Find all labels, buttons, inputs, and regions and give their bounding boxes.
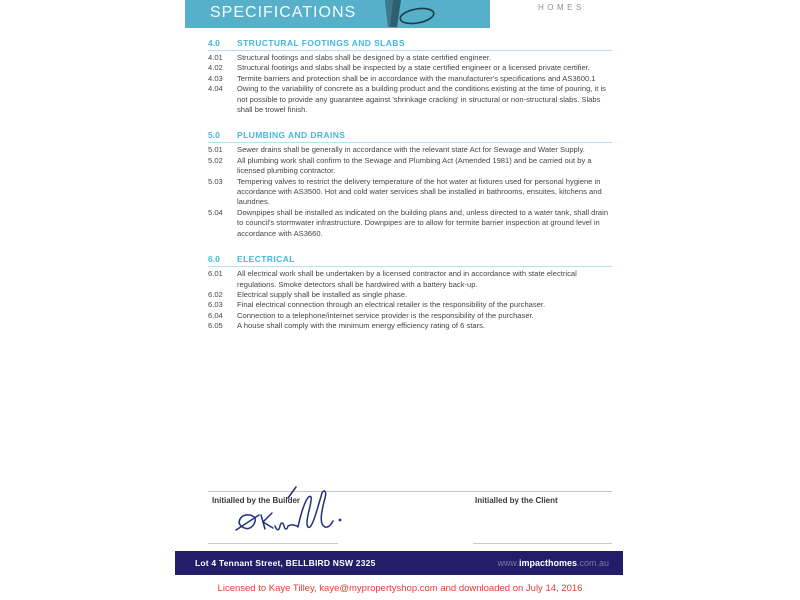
specifications-banner [185, 0, 490, 28]
section-heading [208, 254, 612, 267]
builder-signature-line [208, 543, 338, 544]
item-text: All electrical work shall be undertaken by a licensed contractor and in accordance with state electrical regulations. Smoke detectors shall be hardwired with a battery back-up. [237, 269, 577, 289]
item-text: Owing to the variability of concrete as a building product and the conditions existing at the time of pouring, it is not possible to provide any guarantee against 'shrinkage cracking' in structural or non-structural slabs. Slabs shall be trowel finish. [237, 84, 606, 115]
item-number: 4.01 [208, 53, 223, 62]
item-number: 6.02 [208, 289, 223, 299]
website-prefix: www. [497, 558, 519, 568]
item-text: Termite barriers and protection shall be in accordance with the manufacturer's specifications and AS3600.1 [237, 73, 596, 83]
client-initials-label: Initialled by the Client [475, 496, 558, 505]
item-number: 6.01 [208, 269, 223, 279]
item-text: Tempering valves to restrict the delivery temperature of the hot water at fixtures used for personal hygiene in accordance with AS3500. Hot and cold water services shall be installed in bathrooms, ensuites, kitchens and laundries. [237, 176, 602, 207]
item-number: 4.03 [208, 73, 223, 83]
spec-item [208, 300, 612, 310]
item-text: A house shall comply with the minimum energy efficiency rating of 6 stars. [237, 321, 486, 331]
item-text: Final electrical connection through an electrical retailer is the responsibility of the purchaser. [237, 300, 546, 310]
website-suffix: .com.au [576, 558, 609, 568]
item-number: 5.01 [208, 145, 223, 155]
section-title: PLUMBING AND DRAINS [237, 130, 346, 141]
item-number: 6.04 [208, 310, 223, 320]
item-text: Sewer drains shall be generally in accordance with the relevant state Act for Sewage and Water Supply. [237, 145, 585, 155]
item-number: 5.04 [208, 207, 223, 217]
section-title: STRUCTURAL FOOTINGS AND SLABS [237, 38, 405, 48]
section-heading [208, 130, 612, 143]
item-number: 6.03 [208, 300, 223, 310]
spec-item [208, 208, 612, 239]
website-url [497, 558, 609, 568]
spec-item [208, 74, 612, 84]
item-number: 6.05 [208, 321, 223, 331]
spec-item [208, 269, 612, 290]
spec-item [208, 321, 612, 331]
item-number: 5.03 [208, 176, 223, 186]
section-plumbing-drains [208, 130, 612, 239]
builder-signature [228, 486, 363, 544]
spec-item [208, 145, 612, 155]
section-title: ELECTRICAL [237, 254, 295, 265]
item-number: 5.02 [208, 155, 223, 165]
item-number: 4.04 [208, 84, 223, 94]
spec-item [208, 290, 612, 300]
item-text: Connection to a telephone/internet service provider is the responsibility of the purchaser. [237, 310, 534, 320]
spec-item [208, 63, 612, 73]
section-heading [208, 38, 612, 51]
item-text: All plumbing work shall confirm to the Sewage and Plumbing Act (Amended 1981) and be carried out by a licensed plumbing contractor. [237, 155, 592, 176]
item-text: Electrical supply shall be installed as single phase. [237, 289, 408, 299]
homes-logo-text: HOMES [538, 3, 585, 12]
license-notice: Licensed to Kaye Tilley, kaye@mypropertyshop.com and downloaded on July 14, 2016 [217, 583, 583, 594]
spec-item [208, 177, 612, 208]
section-structural-footings [208, 38, 612, 115]
item-number: 4.02 [208, 63, 223, 73]
section-number: 6.0 [208, 254, 220, 265]
spec-item [208, 84, 612, 115]
item-text: Downpipes shall be installed as indicated on the building plans and, unless directed to a water tank, shall drain to council's stormwater infrastructure. Downpipes are to allow for termite barrier inspection at ground level in accordance with AS3660. [237, 207, 609, 238]
builder-initials-label: Initialled by the Builder [212, 496, 301, 505]
section-number: 4.0 [208, 38, 220, 48]
client-signature-line [473, 543, 612, 544]
property-address: Lot 4 Tennant Street, BELLBIRD NSW 2325 [195, 558, 376, 568]
spec-item [208, 156, 612, 177]
spec-item [208, 53, 612, 63]
document-body [208, 38, 612, 347]
spec-item [208, 311, 612, 321]
item-text: Structural footings and slabs shall be designed by a state certified engineer. [237, 53, 492, 62]
section-number: 5.0 [208, 130, 220, 141]
pen-photo-icon [375, 0, 490, 28]
website-name: impacthomes [518, 558, 577, 568]
item-text: Structural footings and slabs shall be inspected by a state certified engineer or a licensed private certifier. [237, 63, 590, 73]
footer-bar [175, 551, 623, 575]
section-electrical [208, 254, 612, 331]
page-title: SPECIFICATIONS [210, 4, 357, 21]
